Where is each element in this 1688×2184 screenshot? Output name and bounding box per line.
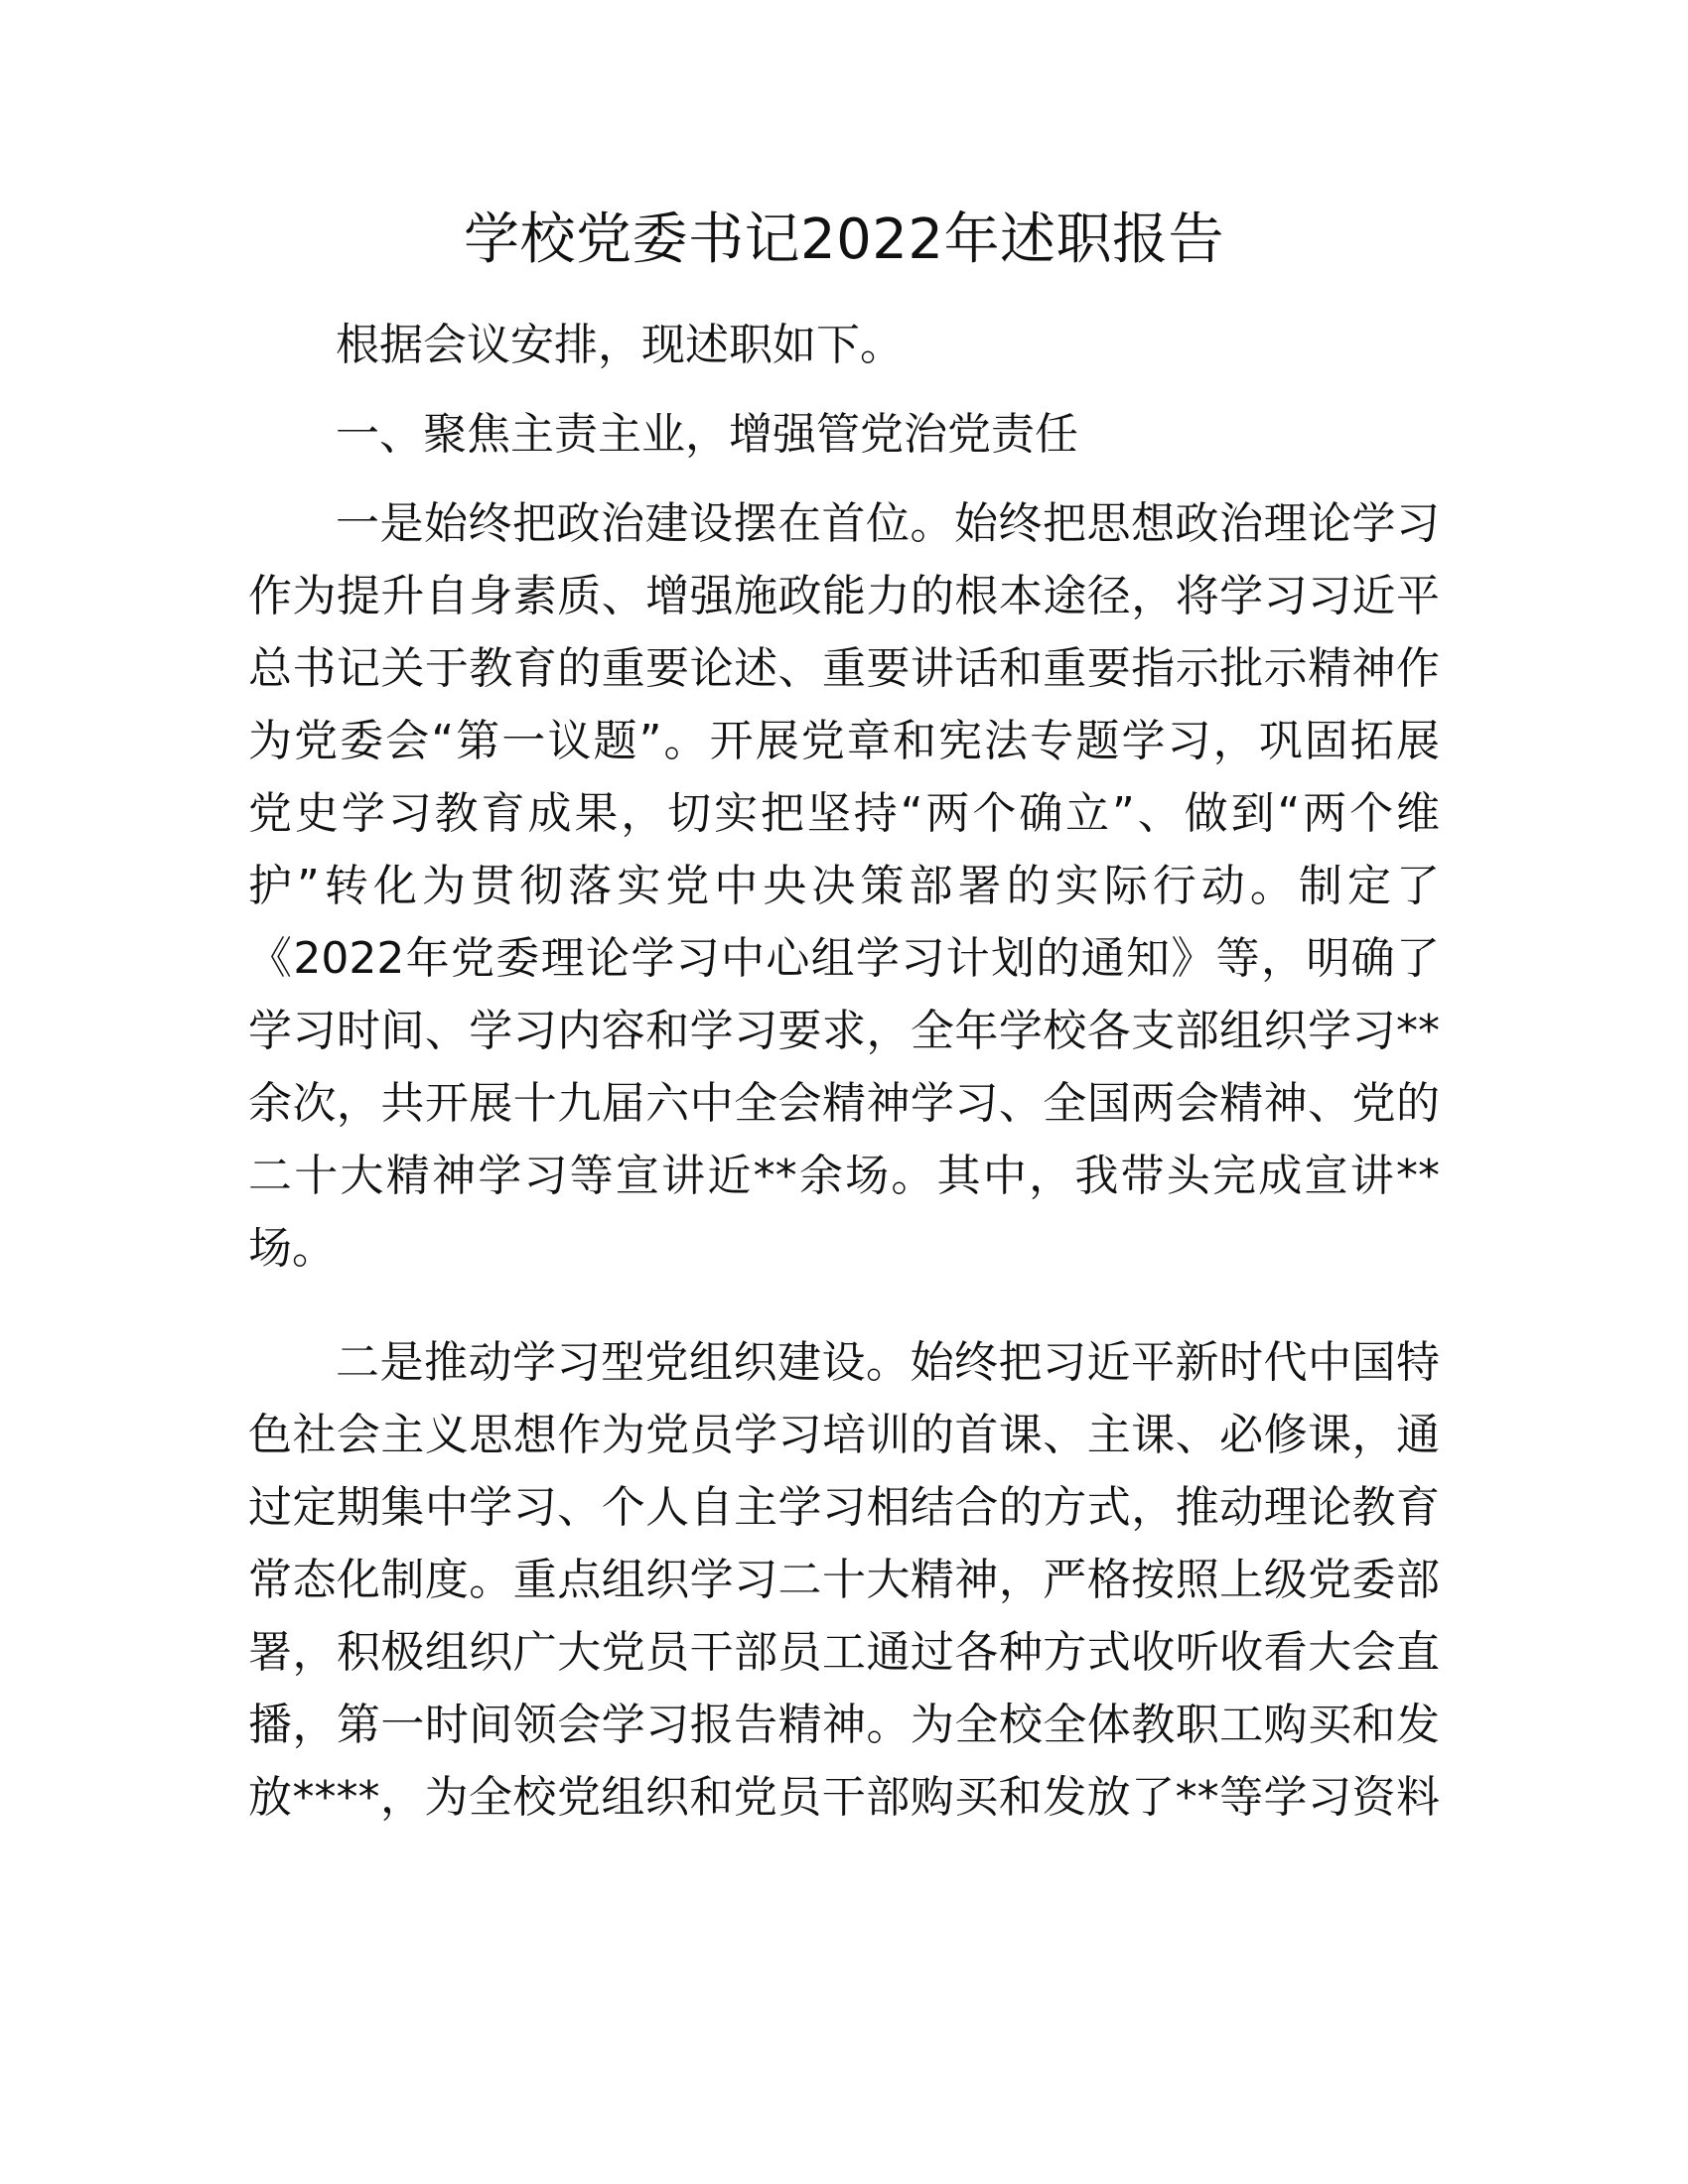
- paragraph-1-line: 为党委会“第一议题”。开展党章和宪法专题学习，巩固拓展: [248, 716, 1440, 766]
- intro-text: 根据会议安排，现述职如下。: [336, 320, 904, 370]
- paragraph-1-line: 二十大精神学习等宣讲近**余场。其中，我带头完成宣讲**: [248, 1151, 1440, 1201]
- paragraph-2-line: 常态化制度。重点组织学习二十大精神，严格按照上级党委部: [248, 1555, 1440, 1605]
- paragraph-1-line: 余次，共开展十九届六中全会精神学习、全国两会精神、党的: [248, 1078, 1440, 1129]
- paragraph-1-line: 作为提升自身素质、增强施政能力的根本途径，将学习习近平: [248, 571, 1440, 621]
- section-heading: 一、聚焦主责主业，增强管党治党责任: [336, 409, 1078, 460]
- paragraph-1-line: 总书记关于教育的重要论述、重要讲话和重要指示批示精神作: [248, 643, 1440, 694]
- paragraph-2-line: 署，积极组织广大党员干部员工通过各种方式收听收看大会直: [248, 1627, 1440, 1678]
- paragraph-1-line: 《2022年党委理论学习中心组学习计划的通知》等，明确了: [248, 933, 1440, 984]
- paragraph-2-line: 过定期集中学习、个人自主学习相结合的方式，推动理论教育: [248, 1482, 1440, 1533]
- page-title: 学校党委书记2022年述职报告: [463, 207, 1224, 272]
- paragraph-1-line: 一是始终把政治建设摆在首位。始终把思想政治理论学习: [336, 498, 1440, 549]
- paragraph-2-line: 色社会主义思想作为党员学习培训的首课、主课、必修课，通: [248, 1410, 1440, 1460]
- paragraph-1-line: 护”转化为贯彻落实党中央决策部署的实际行动。制定了: [248, 861, 1440, 911]
- paragraph-1-line: 场。: [248, 1223, 336, 1274]
- paragraph-2-line: 放****，为全校党组织和党员干部购买和发放了**等学习资料: [248, 1772, 1440, 1823]
- paragraph-1-line: 党史学习教育成果，切实把坚持“两个确立”、做到“两个维: [248, 788, 1440, 839]
- paragraph-2-line: 播，第一时间领会学习报告精神。为全校全体教职工购买和发: [248, 1700, 1440, 1750]
- paragraph-1-line: 学习时间、学习内容和学习要求，全年学校各支部组织学习**: [248, 1006, 1440, 1056]
- paragraph-2-line: 二是推动学习型党组织建设。始终把习近平新时代中国特: [336, 1337, 1440, 1388]
